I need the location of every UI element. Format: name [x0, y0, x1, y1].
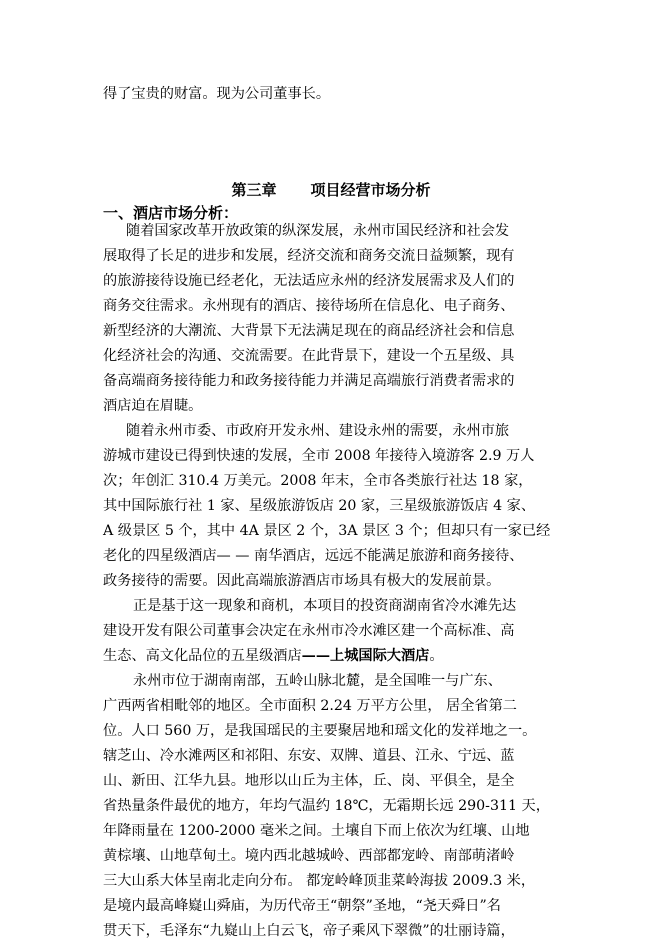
text-line: 化经济社会的沟通、交流需要。在此背景下，建设一个五星级、具 — [103, 348, 515, 364]
text-line: 酒店迫在眉睫。 — [103, 398, 203, 414]
text-line: 三大山系大体呈南北走向分布。 都宠岭峰顶韭菜岭海拔 2009.3 米， — [103, 873, 536, 889]
text-line: 永州市位于湖南南部，五岭山脉北麓，是全国唯一与广东、 — [133, 673, 502, 689]
chapter-number: 第三章 — [231, 181, 277, 199]
intro-tail-line: 得了宝贵的财富。现为公司董事长。 — [103, 86, 331, 102]
text-line: A 级景区 5 个，其中 4A 景区 2 个，3A 景区 3 个；但却只有一家已经 — [103, 523, 551, 539]
text-line: 黄棕壤、山地草甸土。境内西北越城岭、西部都宠岭、南部萌渚岭 — [103, 848, 515, 864]
section-heading: 一、酒店市场分析： — [103, 204, 239, 222]
hotel-name-highlight: ——上城国际大酒店 — [301, 648, 430, 664]
text-line: 省热量条件最优的地方，年均气温约 18℃，无霜期长远 290-311 天， — [103, 798, 550, 814]
text-line: 随着永州市委、市政府开发永州、建设永州的需要，永州市旅 — [126, 423, 510, 439]
text-line: 位。人口 560 万，是我国瑶民的主要聚居地和瑶文化的发祥地之一。 — [103, 723, 537, 739]
text-run: 生态、高文化品位的五星级酒店 — [103, 648, 302, 664]
text-line: 老化的四星级酒店— — 南华酒店，远远不能满足旅游和商务接待、 — [103, 548, 524, 564]
text-line: 是境内最高峰嶷山舜庙，为历代帝王“朝祭”圣地，“尧天舜日”名 — [103, 898, 501, 914]
text-line: 建设开发有限公司董事会决定在永州市冷水滩区建一个高标准、高 — [103, 623, 515, 639]
text-line: 年降雨量在 1200-2000 毫米之间。土壤自下而上依次为红壤、山地 — [103, 823, 530, 839]
text-line: 正是基于这一现象和商机，本项目的投资商湖南省冷水滩先达 — [133, 598, 517, 614]
text-line: 展取得了长足的进步和发展，经济交流和商务交流日益频繁，现有 — [103, 248, 515, 264]
text-line: 备高端商务接待能力和政务接待能力并满足高端旅行消费者需求的 — [103, 373, 515, 389]
text-run: 。 — [429, 648, 444, 664]
text-line: 政务接待的需要。因此高端旅游酒店市场具有极大的发展前景。 — [103, 573, 501, 589]
chapter-heading — [0, 178, 662, 202]
text-line: 辖芝山、冷水滩两区和祁阳、东安、双牌、道县、江永、宁远、蓝 — [103, 748, 515, 764]
text-line: 游城市建设已得到快速的发展，全市 2008 年接待入境游客 2.9 万人 — [103, 448, 535, 464]
chapter-title: 项目经营市场分析 — [310, 181, 431, 199]
text-line: 随着国家改革开放政策的纵深发展，永州市国民经济和社会发 — [126, 223, 510, 239]
text-line: 广西两省相毗邻的地区。全市面积 2.24 万平方公里， 居全省第二 — [103, 698, 517, 714]
text-line: 的旅游接待设施已经老化，无法适应永州的经济发展需求及人们的 — [103, 273, 515, 289]
text-line: 次；年创汇 310.4 万美元。2008 年末，全市各类旅行社达 18 家， — [103, 473, 533, 489]
text-line: 贯天下，毛泽东“九嶷山上白云飞，帝子乘风下翠微”的壮丽诗篇， — [103, 923, 515, 939]
text-line: 商务交往需求。永州现有的酒店、接待场所在信息化、电子商务、 — [103, 298, 515, 314]
text-line: 山、新田、江华九县。地形以山丘为主体，丘、岗、平俱全，是全 — [103, 773, 515, 789]
text-line: 新型经济的大潮流、大背景下无法满足现在的商品经济社会和信息 — [103, 323, 515, 339]
text-line: 其中国际旅行社 1 家、星级旅游饭店 20 家，三星级旅游饭店 4 家、 — [103, 498, 536, 514]
text-line — [0, 644, 662, 670]
